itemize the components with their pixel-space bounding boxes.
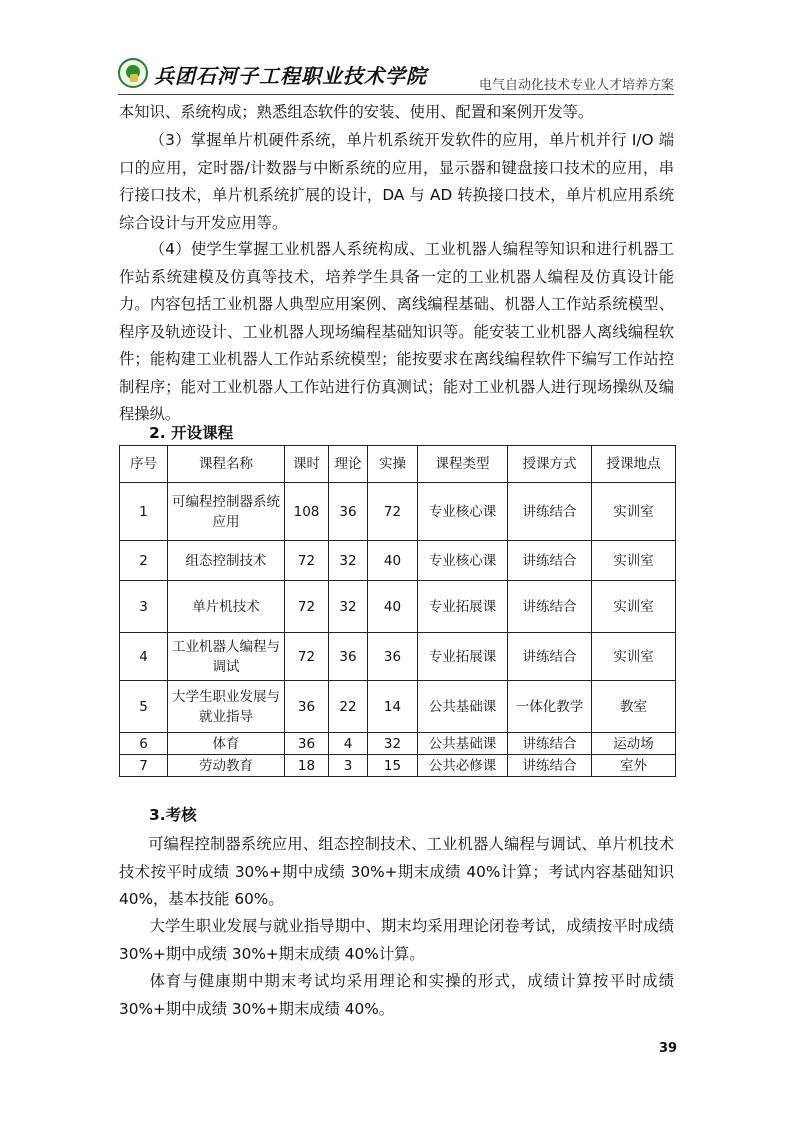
cell-method: 讲练结合 <box>508 755 592 777</box>
table-row <box>120 681 676 733</box>
cell-course-name: 组态控制技术 <box>168 541 285 581</box>
section-heading-assessment: 3.考核 <box>149 806 197 824</box>
cell-theory: 22 <box>329 681 368 733</box>
cell-type: 公共基础课 <box>418 681 508 733</box>
paragraph-robotics: （4）使学生掌握工业机器人系统构成、工业机器人编程等知识和进行机器工作站系统建模及仿真等技术，培养学生具备一定的工业机器人编程及仿真设计能力。内容包括工业机器人典型应用案例、离线编程基础、机器人工作站系统模型、程序及轨迹设计、工业机器人现场编程基础知识等。能安装工业机器人离线编程软件；能构建工业机器人工作站系统模型；能按要求在离线编程软件下编写工作站控制程序；能对工业机器人工作站进行仿真测试；能对工业机器人进行现场操纵及编程操纵。 <box>119 240 674 423</box>
school-name: 兵团石河子工程职业技术学院 <box>154 64 427 88</box>
cell-method: 讲练结合 <box>508 581 592 633</box>
cell-no: 3 <box>120 581 168 633</box>
cell-place: 实训室 <box>592 633 676 681</box>
cell-practice: 36 <box>368 633 418 681</box>
cell-course-name: 大学生职业发展与就业指导 <box>168 681 285 733</box>
cell-hours: 108 <box>285 483 329 541</box>
cell-type: 专业核心课 <box>418 483 508 541</box>
cell-hours: 72 <box>285 581 329 633</box>
table-row <box>120 633 676 681</box>
cell-practice: 40 <box>368 541 418 581</box>
cell-practice: 72 <box>368 483 418 541</box>
cell-theory: 4 <box>329 733 368 755</box>
paragraph-assessment-pe: 体育与健康期中期末考试均采用理论和实操的形式，成绩计算按平时成绩 30%+期中成绩 30%+期末成绩 40%。 <box>119 972 674 1018</box>
column-header: 授课方式 <box>508 446 592 483</box>
cell-method: 讲练结合 <box>508 541 592 581</box>
cell-method: 讲练结合 <box>508 633 592 681</box>
cell-place: 室外 <box>592 755 676 777</box>
school-logo-icon <box>118 58 148 88</box>
table-row <box>120 581 676 633</box>
cell-type: 公共必修课 <box>418 755 508 777</box>
cell-no: 6 <box>120 733 168 755</box>
cell-type: 专业拓展课 <box>418 633 508 681</box>
column-header: 课程类型 <box>418 446 508 483</box>
table-row <box>120 755 676 777</box>
cell-no: 4 <box>120 633 168 681</box>
cell-practice: 32 <box>368 733 418 755</box>
cell-practice: 14 <box>368 681 418 733</box>
header-divider <box>118 94 674 95</box>
section-heading-courses: 2. 开设课程 <box>149 424 234 442</box>
cell-hours: 36 <box>285 733 329 755</box>
page-number: 39 <box>659 1041 678 1056</box>
cell-course-name: 单片机技术 <box>168 581 285 633</box>
cell-course-name: 劳动教育 <box>168 755 285 777</box>
table-row <box>120 541 676 581</box>
cell-theory: 32 <box>329 581 368 633</box>
table-row <box>120 733 676 755</box>
cell-type: 专业拓展课 <box>418 581 508 633</box>
cell-no: 5 <box>120 681 168 733</box>
cell-course-name: 工业机器人编程与调试 <box>168 633 285 681</box>
course-table <box>119 445 676 777</box>
cell-method: 讲练结合 <box>508 483 592 541</box>
page-header <box>118 52 674 96</box>
cell-hours: 72 <box>285 541 329 581</box>
cell-practice: 15 <box>368 755 418 777</box>
paragraph-intro-continued: 本知识、系统构成；熟悉组态软件的安装、使用、配置和案例开发等。 <box>119 103 594 121</box>
column-header: 授课地点 <box>592 446 676 483</box>
table-header-row <box>120 446 676 483</box>
cell-no: 2 <box>120 541 168 581</box>
column-header: 理论 <box>329 446 368 483</box>
cell-theory: 3 <box>329 755 368 777</box>
cell-method: 一体化教学 <box>508 681 592 733</box>
cell-practice: 40 <box>368 581 418 633</box>
cell-theory: 36 <box>329 633 368 681</box>
cell-place: 实训室 <box>592 581 676 633</box>
cell-hours: 36 <box>285 681 329 733</box>
paragraph-assessment-career: 大学生职业发展与就业指导期中、期末均采用理论闭卷考试，成绩按平时成绩 30%+期中成绩 30%+期末成绩 40%计算。 <box>119 917 674 963</box>
column-header: 实操 <box>368 446 418 483</box>
cell-place: 运动场 <box>592 733 676 755</box>
cell-no: 1 <box>120 483 168 541</box>
cell-course-name: 体育 <box>168 733 285 755</box>
cell-place: 教室 <box>592 681 676 733</box>
program-name: 电气自动化技术专业人才培养方案 <box>478 78 674 93</box>
cell-no: 7 <box>120 755 168 777</box>
cell-place: 实训室 <box>592 483 676 541</box>
column-header: 序号 <box>120 446 168 483</box>
cell-hours: 72 <box>285 633 329 681</box>
column-header: 课程名称 <box>168 446 285 483</box>
cell-theory: 36 <box>329 483 368 541</box>
paragraph-assessment-core: 可编程控制器系统应用、组态控制技术、工业机器人编程与调试、单片机技术技术按平时成绩 30%+期中成绩 30%+期末成绩 40%计算；考试内容基础知识 40%，基本技能 60%。 <box>119 835 674 908</box>
cell-course-name: 可编程控制器系统应用 <box>168 483 285 541</box>
cell-place: 实训室 <box>592 541 676 581</box>
cell-type: 专业核心课 <box>418 541 508 581</box>
paragraph-microcontroller: （3）掌握单片机硬件系统，单片机系统开发软件的应用，单片机并行 I/O 端口的应用，定时器/计数器与中断系统的应用，显示器和键盘接口技术的应用，串行接口技术，单片机系统扩展的设计，DA 与 AD 转换接口技术，单片机应用系统综合设计与开发应用等。 <box>119 131 674 232</box>
cell-theory: 32 <box>329 541 368 581</box>
cell-hours: 18 <box>285 755 329 777</box>
cell-method: 讲练结合 <box>508 733 592 755</box>
cell-type: 公共基础课 <box>418 733 508 755</box>
table-row <box>120 483 676 541</box>
column-header: 课时 <box>285 446 329 483</box>
